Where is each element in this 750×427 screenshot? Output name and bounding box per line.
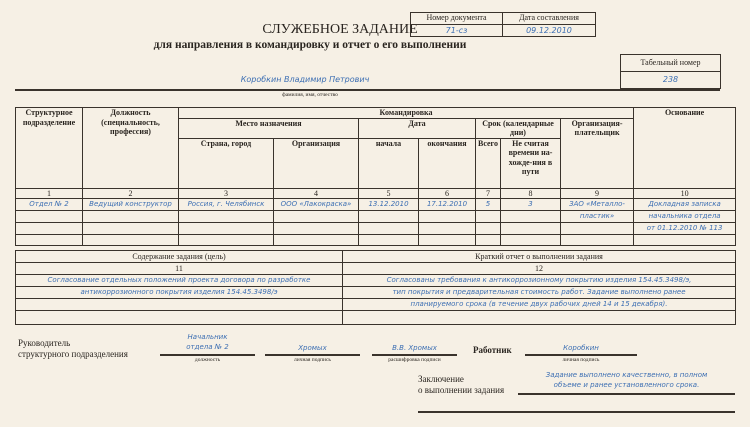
name-caption: фамилия, имя, отчество <box>282 92 338 98</box>
col-12: 12 <box>343 263 736 275</box>
goal-line: Согласование отдельных положений проекта договора по разработке <box>16 275 343 287</box>
table-row <box>16 235 736 246</box>
col-number: 7 <box>476 188 501 199</box>
h-trip: Командировка <box>179 108 634 119</box>
conclusion-line-2 <box>418 411 735 413</box>
goal-line: антикоррозионного покрытия изделия 154.45.3498/э <box>16 287 343 299</box>
head-decode: В.В. Хромых <box>392 344 437 352</box>
col-number: 9 <box>561 188 634 199</box>
cell-payer: ЗАО «Металло- <box>561 199 634 211</box>
h-org: Организация <box>274 138 359 188</box>
position-caption: должность <box>194 357 221 363</box>
cell-basis-cont: начальника отдела <box>634 211 736 223</box>
h-unit: Структурное подразделение <box>16 108 83 189</box>
cell-payer-cont: пластик» <box>561 211 634 223</box>
head-label: Руководитель структурного подразделения <box>18 338 128 359</box>
head-signature: Хромых <box>298 344 327 352</box>
doc-number-box <box>410 12 596 37</box>
col-number: 4 <box>274 188 359 199</box>
report-line: тип покрытия и предварительная стоимость работ. Задание выполнено ранее <box>343 287 736 299</box>
cell-position: Ведущий конструктор <box>83 199 179 211</box>
col-number: 2 <box>83 188 179 199</box>
tab-number-box <box>620 54 721 89</box>
cell-total: 5 <box>476 199 501 211</box>
h-total: Всего <box>476 138 501 188</box>
cell-unit: Отдел № 2 <box>16 199 83 211</box>
col-number: 8 <box>501 188 561 199</box>
tab-number: 238 <box>621 72 721 89</box>
h-end: окончания <box>419 138 476 188</box>
h-start: начала <box>359 138 419 188</box>
doc-number: 71-сз <box>411 25 503 37</box>
h-payer: Организация-плательщик <box>561 118 634 188</box>
report-line: Согласованы требования к антикоррозионному покрытию изделия 154.45.3498/э, <box>343 275 736 287</box>
col-11: 11 <box>16 263 343 275</box>
document-title: СЛУЖЕБНОЕ ЗАДАНИЕ <box>262 22 418 37</box>
report-line: планируемого срока (в течение двух рабочих дней 14 и 15 декабря). <box>343 299 736 311</box>
cell-notravel: 3 <box>501 199 561 211</box>
task-table <box>15 250 736 325</box>
doc-date: 09.12.2010 <box>503 25 596 37</box>
h-notravel: Не считая времени на-хожде-ния в пути <box>501 138 561 188</box>
cell-end: 17.12.2010 <box>419 199 476 211</box>
sign-caption: личная подпись <box>294 357 331 363</box>
conclusion-text: Задание выполнено качественно, в полном объеме и ранее установленного срока. <box>545 371 708 389</box>
worker-caption: личная подпись <box>562 357 600 363</box>
h-date: Дата <box>359 118 476 138</box>
h-destination: Место назначения <box>179 118 359 138</box>
h-report: Краткий отчет о выполнении задания <box>343 251 736 263</box>
head-position: Начальник отдела № 2 <box>186 333 229 351</box>
h-basis: Основание <box>634 108 736 189</box>
table-row <box>16 211 736 223</box>
sign-line <box>265 354 360 356</box>
col-number: 1 <box>16 188 83 199</box>
doc-date-label: Дата составления <box>503 13 596 25</box>
h-country: Страна, город <box>179 138 274 188</box>
col-number: 10 <box>634 188 736 199</box>
h-goal: Содержание задания (цель) <box>16 251 343 263</box>
h-position: Должность (специальность, профессия) <box>83 108 179 189</box>
h-term: Срок (календарные дни) <box>476 118 561 138</box>
worker-line <box>525 354 637 356</box>
document-subtitle: для направления в командировку и отчет о его выполнении <box>153 39 467 51</box>
name-line <box>15 89 720 91</box>
cell-basis: Докладная записка <box>634 199 736 211</box>
cell-basis-cont: от 01.12.2010 № 113 <box>634 223 736 235</box>
table-row <box>16 223 736 235</box>
cell-country: Россия, г. Челябинск <box>179 199 274 211</box>
worker-label: Работник <box>473 345 512 355</box>
cell-start: 13.12.2010 <box>359 199 419 211</box>
trip-table <box>15 107 736 246</box>
col-number: 6 <box>419 188 476 199</box>
position-line <box>160 354 255 356</box>
table-row <box>16 199 736 211</box>
doc-number-label: Номер документа <box>411 13 503 25</box>
conclusion-line <box>518 393 735 395</box>
col-number: 5 <box>359 188 419 199</box>
tab-number-label: Табельный номер <box>621 55 721 72</box>
worker-signature: Коробкин <box>563 344 599 352</box>
conclusion-label: Заключение о выполнении задания <box>418 374 505 395</box>
employee-name: Коробкин Владимир Петрович <box>240 75 370 84</box>
cell-org: ООО «Лакокраска» <box>274 199 359 211</box>
decode-line <box>372 354 457 356</box>
col-number: 3 <box>179 188 274 199</box>
decode-caption: расшифровка подписи <box>388 357 441 363</box>
